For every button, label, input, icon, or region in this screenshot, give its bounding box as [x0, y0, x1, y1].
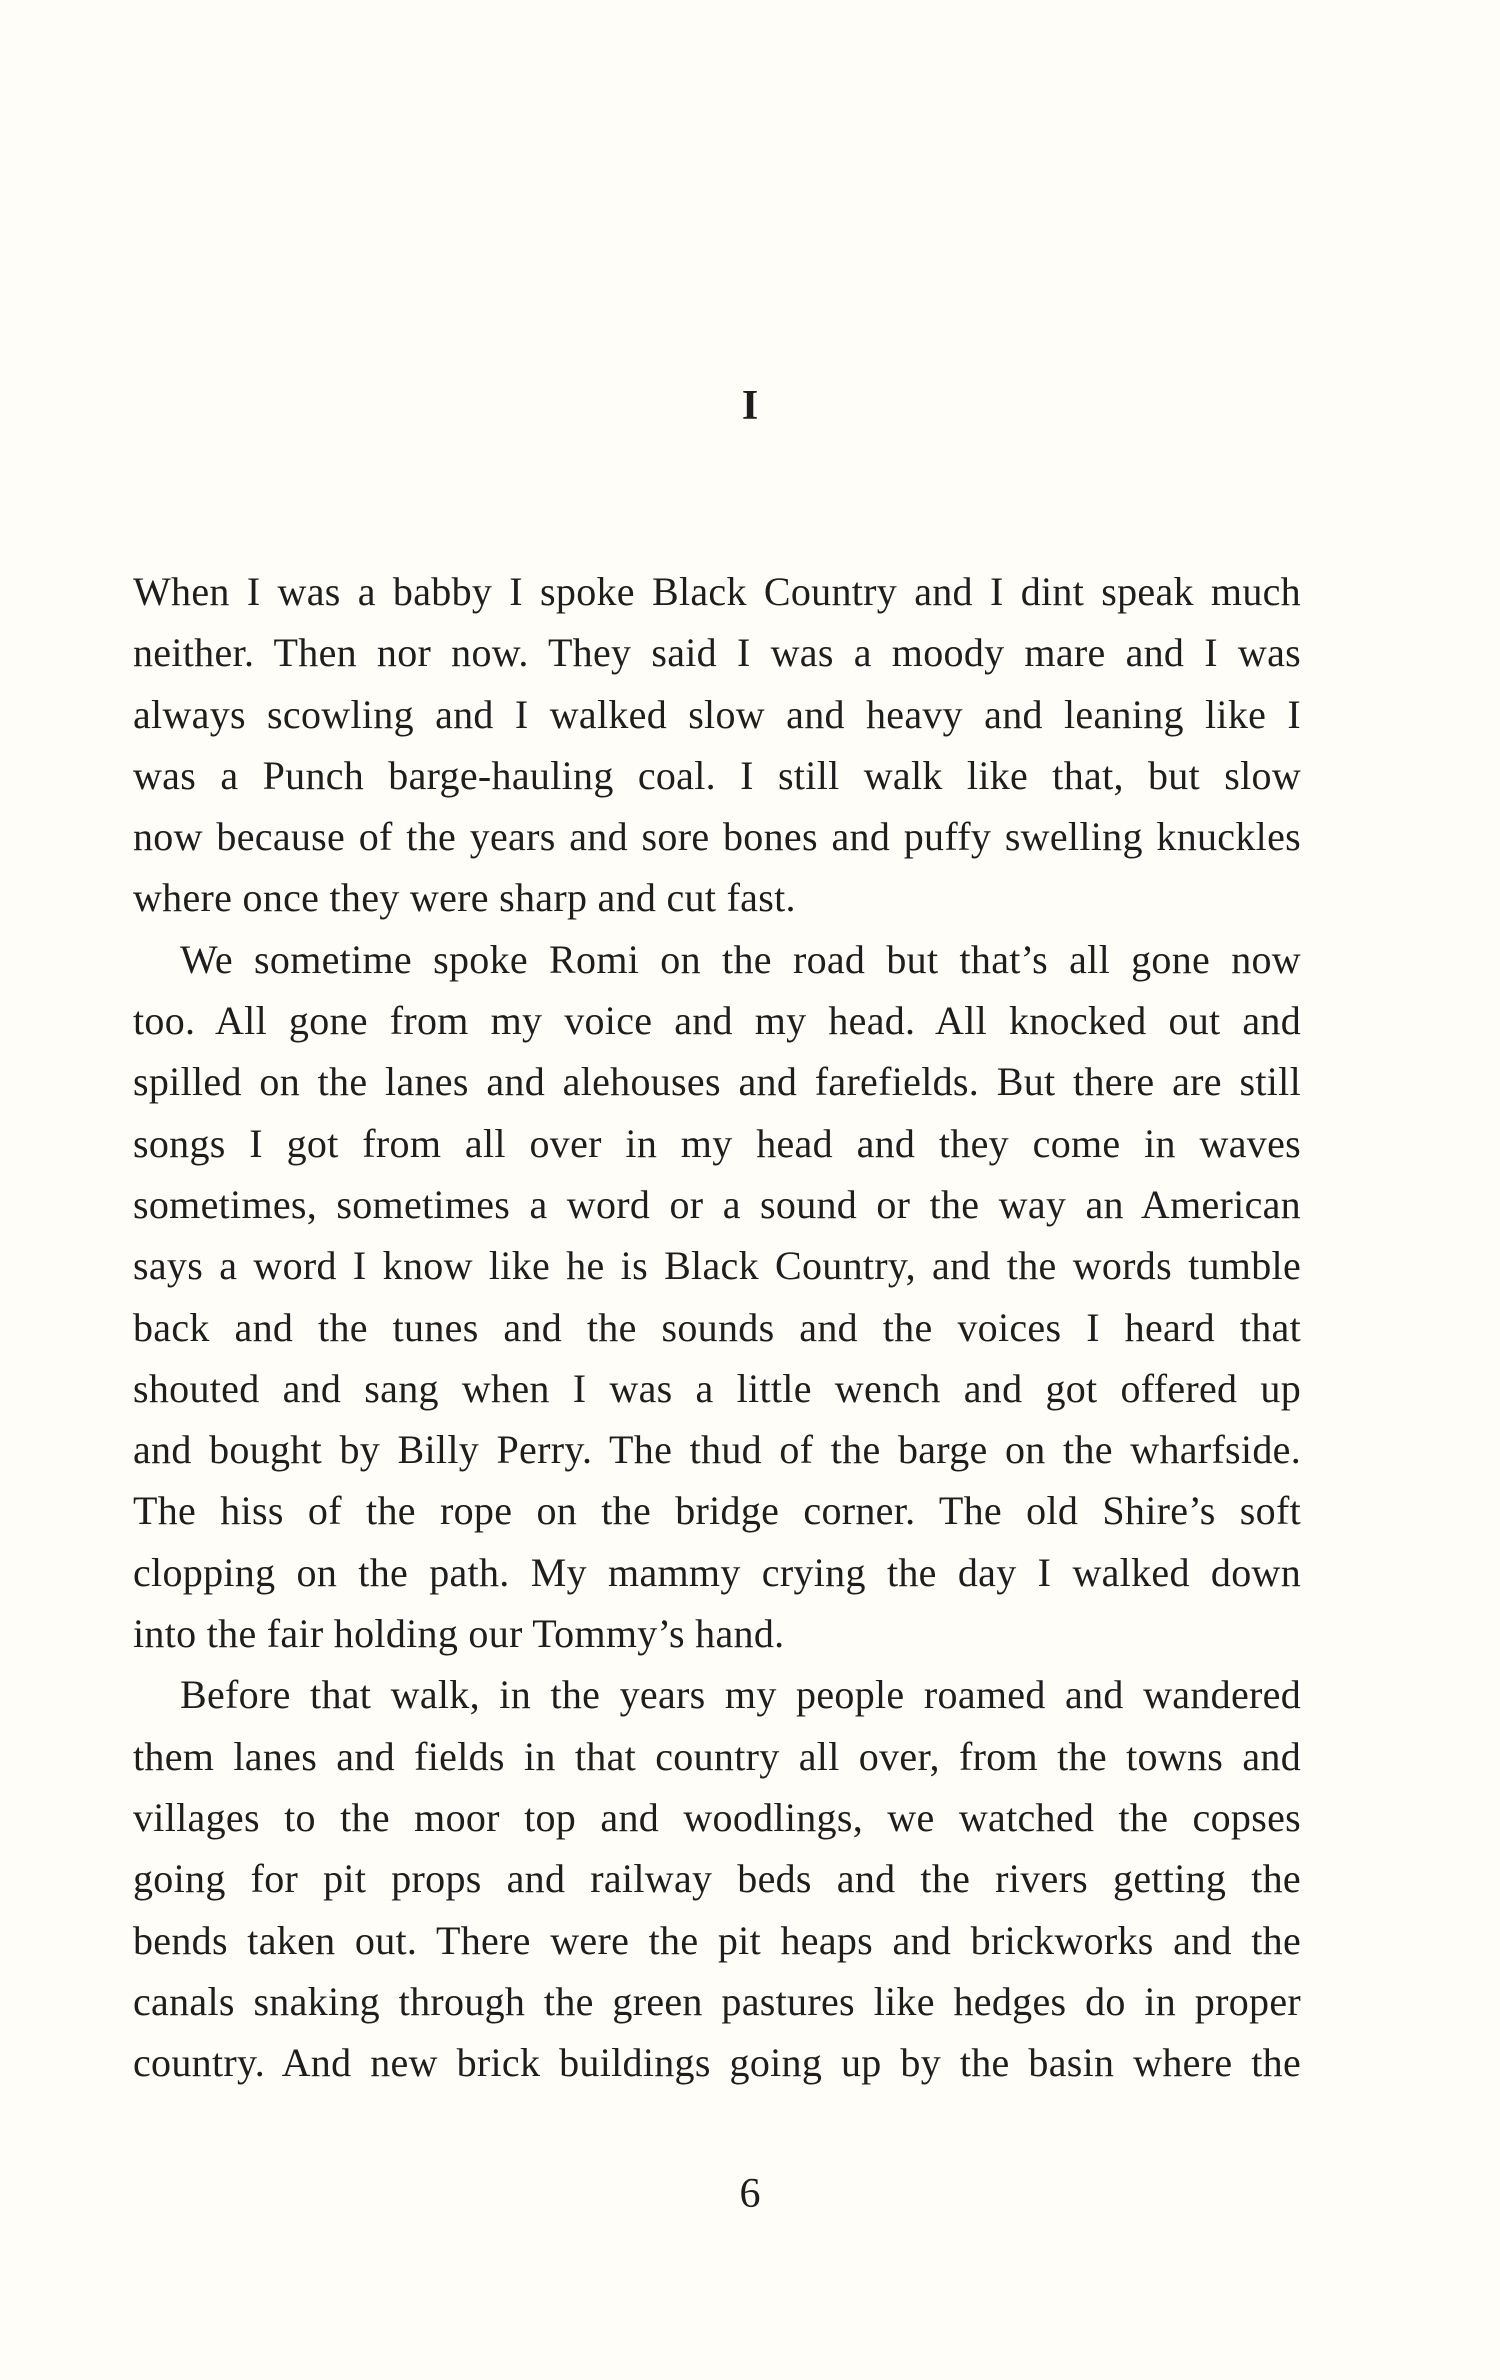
text-line: villages to the moor top and woodlings, we watched the copses — [133, 1794, 1301, 1840]
text-line: The hiss of the rope on the bridge corner. The old Shire’s soft — [133, 1488, 1301, 1534]
chapter-number: I — [741, 383, 759, 429]
text-line: neither. Then nor now. They said I was a moody mare and I was — [133, 630, 1301, 676]
text-line: too. All gone from my voice and my head. All knocked out and — [133, 998, 1301, 1044]
text-line: When I was a babby I spoke Black Country and I dint speak much — [133, 569, 1301, 614]
text-line: spilled on the lanes and alehouses and farefields. But there are still — [133, 1059, 1301, 1105]
text-line: where once they were sharp and cut fast. — [133, 875, 796, 921]
text-line: them lanes and fields in that country all over, from the towns and — [133, 1733, 1301, 1779]
text-line: country. And new brick buildings going up by the basin where the — [133, 2040, 1301, 2086]
text-line: canals snaking through the green pastures like hedges do in proper — [133, 1978, 1301, 2024]
paragraph-2 — [133, 929, 1301, 1665]
text-line: bends taken out. There were the pit heaps and brickworks and the — [133, 1917, 1301, 1963]
text-line: always scowling and I walked slow and heavy and leaning like I — [133, 691, 1301, 737]
text-line: We sometime spoke Romi on the road but that’s all gone now — [180, 936, 1301, 982]
paragraph-1 — [133, 561, 1301, 929]
text-line: says a word I know like he is Black Country, and the words tumble — [133, 1243, 1301, 1289]
text-line: back and the tunes and the sounds and the voices I heard that — [133, 1304, 1301, 1350]
page-number: 6 — [739, 2171, 761, 2217]
text-line: was a Punch barge-hauling coal. I still walk like that, but slow — [133, 752, 1301, 798]
text-line: clopping on the path. My mammy crying the day I walked down — [133, 1549, 1301, 1595]
text-line: and bought by Billy Perry. The thud of the barge on the wharfside. — [133, 1427, 1301, 1473]
text-line: into the fair holding our Tommy’s hand. — [133, 1611, 785, 1657]
paragraph-3 — [133, 1664, 1301, 2093]
text-line: going for pit props and railway beds and the rivers getting the — [133, 1856, 1301, 1902]
text-line: shouted and sang when I was a little wench and got offered up — [133, 1365, 1301, 1411]
text-line: songs I got from all over in my head and they come in waves — [133, 1120, 1301, 1166]
text-line: now because of the years and sore bones and puffy swelling knuckles — [133, 814, 1301, 860]
body-text — [133, 561, 1301, 2093]
text-line: Before that walk, in the years my people roamed and wandered — [180, 1672, 1301, 1718]
text-line: sometimes, sometimes a word or a sound or the way an American — [133, 1181, 1301, 1227]
